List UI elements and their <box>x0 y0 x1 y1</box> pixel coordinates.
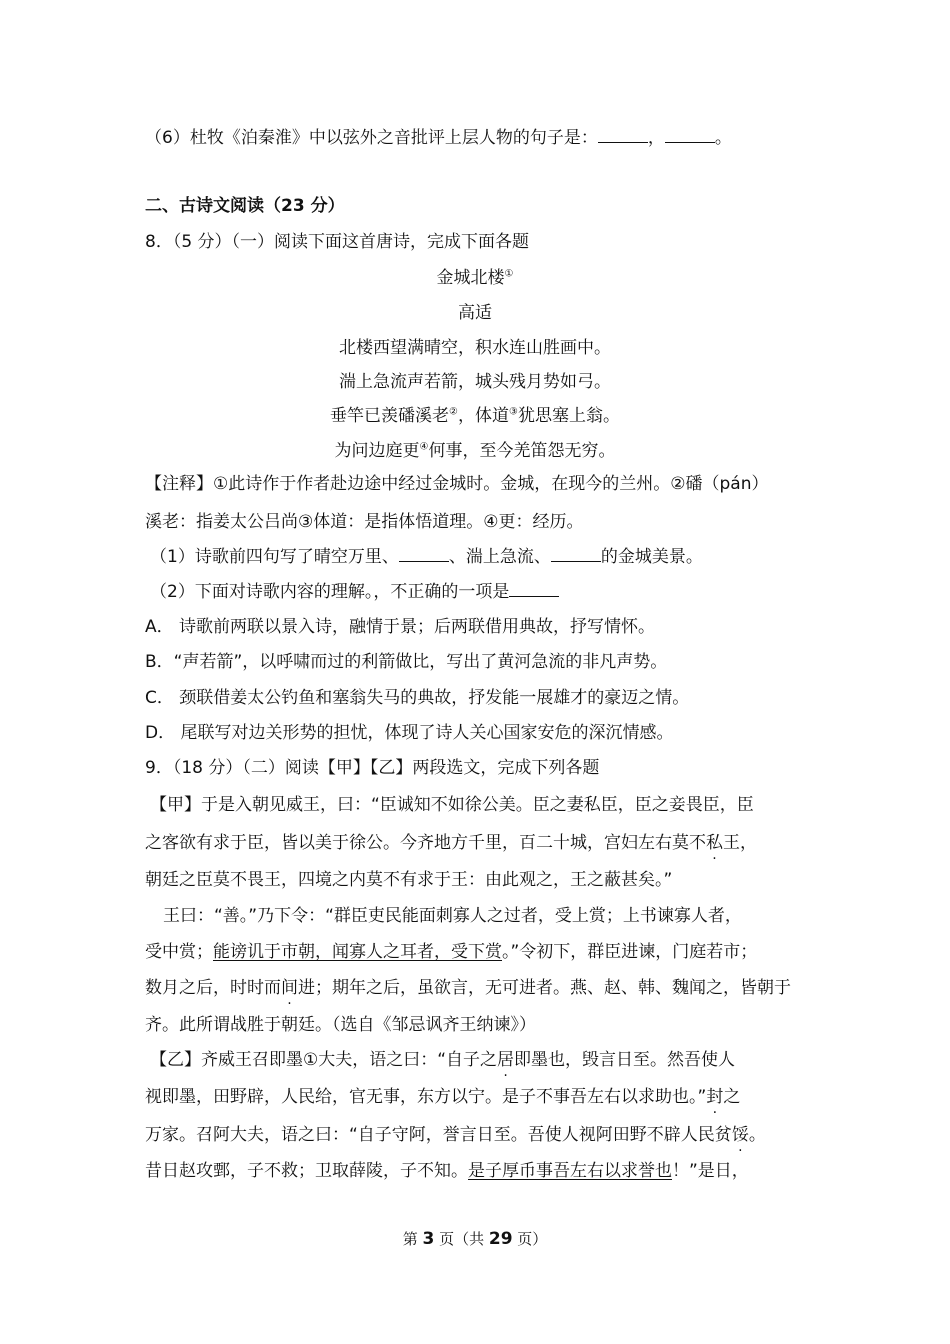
page-footer: 第 3 页（共 29 页） <box>402 1229 548 1249</box>
sub-question-1: （1）诗歌前四句写了晴空万里、 、湍上急流、 的金城美景。 <box>150 547 703 567</box>
passage-para2-line-3: 数月之后，时时而间进；期年之后，虽欲言，无可进者。燕、赵、韩、魏闻之，皆朝于 <box>145 978 791 998</box>
annotation-line-2: 溪老：指姜太公吕尚③体道：是指体悟道理。④更：经历。 <box>145 512 584 532</box>
poem-title: 金城北楼① <box>436 268 514 288</box>
passage-jia-line-1: 【甲】于是入朝见威王，曰：“臣诚知不如徐公美。臣之妻私臣，臣之妾畏臣，臣 <box>150 795 754 815</box>
section-title: 二、古诗文阅读（23 分） <box>145 196 345 216</box>
option-d[interactable]: D． 尾联写对边关形势的担忧，体现了诗人关心国家安危的深沉情感。 <box>145 723 674 743</box>
passage-jia-line-3: 朝廷之臣莫不畏王，四境之内莫不有求于王：由此观之，王之蔽甚矣。” <box>145 870 673 890</box>
annotation-line-1: 【注释】①此诗作于作者赴边途中经过金城时。金城，在现今的兰州。②磻（pán） <box>145 474 769 494</box>
poem-line-4: 为问边庭更④何事，至今羌笛怨无穷。 <box>334 441 616 461</box>
passage-yi-line-2: 视即墨，田野辟，人民给，官无事，东方以宁。是子不事吾左右以求助也。”封之 <box>145 1087 741 1107</box>
sub-question-2: （2）下面对诗歌内容的理解。，不正确的一项是 <box>150 580 805 604</box>
answer-blank[interactable] <box>551 545 601 562</box>
passage-yi-line-3: 万家。召阿大夫，语之曰：“自子守阿，誉言日至。吾使人视阿田野不辟人民贫馁。 <box>145 1125 766 1145</box>
passage-para2-line-4: 齐。此所谓战胜于朝廷。（选自《邹忌讽齐王纳谏》） <box>145 1015 536 1035</box>
option-a[interactable]: A． 诗歌前两联以景入诗，融情于景；后两联借用典故，抒写情怀。 <box>145 617 656 637</box>
option-c[interactable]: C． 颈联借姜太公钓鱼和塞翁失马的典故，抒发能一展雄才的豪迈之情。 <box>145 688 690 708</box>
page-total: 29 <box>488 1229 513 1249</box>
answer-blank[interactable] <box>399 545 449 562</box>
poem-author: 高适 <box>458 303 492 323</box>
poem-line-3: 垂竿已羡磻溪老②，体道③犹思塞上翁。 <box>330 406 620 426</box>
answer-blank[interactable] <box>665 126 715 143</box>
poem-line-2: 湍上急流声若箭，城头残月势如弓。 <box>339 372 611 392</box>
page-number: 3 <box>422 1229 435 1249</box>
question-9-intro: 9．（18 分）（二）阅读【甲】【乙】两段选文，完成下列各题 <box>145 758 600 778</box>
answer-blank[interactable] <box>509 580 559 597</box>
poem-line-1: 北楼西望满晴空，积水连山胜画中。 <box>339 338 611 358</box>
answer-blank[interactable] <box>598 126 648 143</box>
passage-yi-line-1: 【乙】齐威王召即墨①大夫，语之曰：“自子之居即墨也，毁言日至。然吾使人 <box>150 1050 736 1070</box>
passage-para2-line-2: 受中赏；能谤讥于市朝，闻寡人之耳者，受下赏。”令初下，群臣进谏，门庭若市； <box>145 942 758 962</box>
option-b[interactable]: B．“声若箭”，以呼啸而过的利箭做比，写出了黄河急流的非凡声势。 <box>145 652 668 672</box>
question-8-intro: 8．（5 分）（一）阅读下面这首唐诗，完成下面各题 <box>145 232 530 252</box>
passage-yi-line-4: 昔日赵攻鄄，子不救；卫取薛陵，子不知。是子厚币事吾左右以求誉也！”是日， <box>145 1161 749 1181</box>
question-6: （6）杜牧《泊秦淮》中以弦外之音批评上层人物的句子是： ， 。 <box>145 128 732 148</box>
passage-jia-line-2: 之客欲有求于臣，皆以美于徐公。今齐地方千里，百二十城，宫妇左右莫不私王， <box>145 833 757 853</box>
passage-para2-line-1: 王曰：“善。”乃下令：“群臣吏民能面刺寡人之过者，受上赏；上书谏寡人者， <box>163 906 742 926</box>
